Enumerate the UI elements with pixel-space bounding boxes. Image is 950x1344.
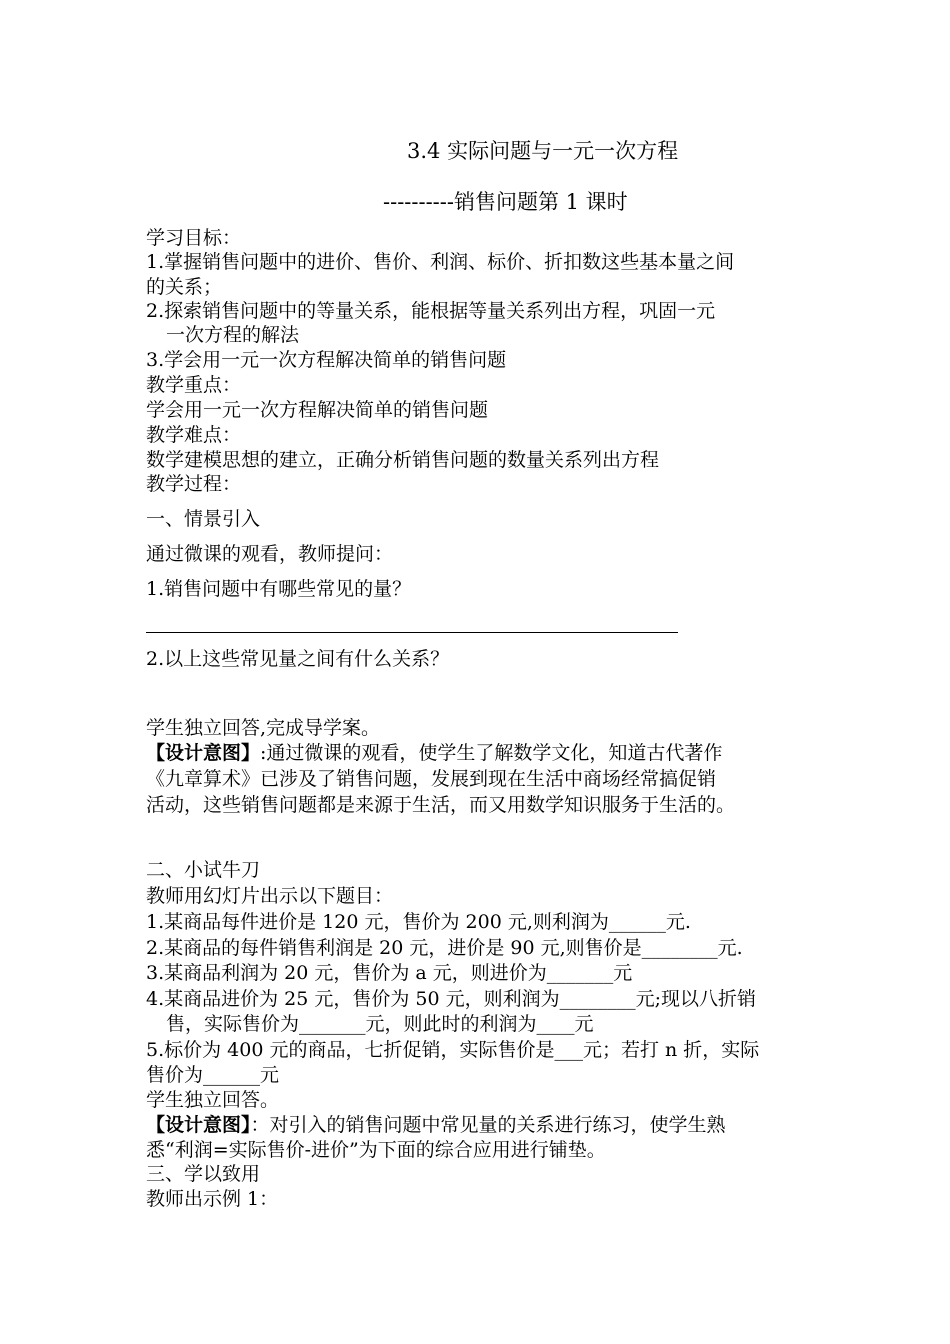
exercise-3: 3.某商品利润为 20 元，售价为 a 元，则进价为_______元	[146, 962, 633, 984]
exercise-4-line2: 售，实际售价为_______元，则此时的利润为____元	[166, 1013, 594, 1035]
objective-3: 3.学会用一元一次方程解决简单的销售问题	[146, 349, 507, 371]
page-subtitle: ----------销售问题第 1 课时	[383, 190, 628, 214]
design-intent-1-line2: 《九章算术》已涉及了销售问题，发展到现在生活中商场经常搞促销	[146, 768, 717, 790]
section-3-heading: 三、学以致用	[146, 1163, 261, 1185]
exercise-5-line2: 售价为______元	[146, 1064, 280, 1086]
example-intro: 教师出示例 1：	[146, 1188, 279, 1210]
difficulty-heading: 教学难点：	[146, 424, 242, 446]
design-intent-2-line1	[146, 1113, 726, 1137]
design-intent-2-text: ：对引入的销售问题中常见量的关系进行练习，使学生熟	[250, 1114, 726, 1136]
design-intent-1-text: :通过微课的观看，使学生了解数学文化，知道古代著作	[260, 742, 723, 764]
exercise-1: 1.某商品每件进价是 120 元，售价为 200 元,则利润为______元.	[146, 911, 691, 933]
design-intent-2-line2: 悉“利润=实际售价-进价”为下面的综合应用进行铺垫。	[146, 1139, 606, 1161]
objective-1-line2: 的关系；	[146, 276, 223, 298]
key-point-heading: 教学重点：	[146, 374, 242, 396]
objective-1-line1: 1.掌握销售问题中的进价、售价、利润、标价、折扣数这些基本量之间	[146, 251, 735, 273]
question-1: 1.销售问题中有哪些常见的量？	[146, 578, 412, 600]
objective-2-line2: 一次方程的解法	[166, 324, 300, 346]
difficulty: 数学建模思想的建立，正确分析销售问题的数量关系列出方程	[146, 449, 660, 471]
exercise-4-line1: 4.某商品进价为 25 元，售价为 50 元，则利润为________元;现以八折销	[146, 988, 757, 1010]
student-answer-2: 学生独立回答。	[146, 1089, 280, 1111]
section-1-heading: 一、情景引入	[146, 508, 261, 530]
design-intent-1-line1	[146, 741, 722, 765]
section-1-intro: 通过微课的观看，教师提问：	[146, 543, 394, 565]
section-2-heading: 二、小试牛刀	[146, 859, 261, 881]
objective-2-line1: 2.探索销售问题中的等量关系，能根据等量关系列出方程，巩固一元	[146, 300, 716, 322]
exercise-5-line1: 5.标价为 400 元的商品，七折促销，实际售价是___元；若打 n 折，实际	[146, 1039, 760, 1061]
objectives-heading: 学习目标：	[146, 227, 242, 249]
question-2: 2.以上这些常见量之间有什么关系？	[146, 648, 450, 670]
design-intent-label-2: 【设计意图】	[146, 1114, 251, 1136]
section-2-intro: 教师用幻灯片出示以下题目：	[146, 885, 394, 907]
design-intent-label: 【设计意图】	[146, 742, 261, 764]
design-intent-1-line3: 活动，这些销售问题都是来源于生活，而又用数学知识服务于生活的。	[146, 794, 736, 816]
student-answer-1: 学生独立回答,完成导学案。	[146, 717, 381, 739]
process-heading: 教学过程：	[146, 473, 242, 495]
key-point: 学会用一元一次方程解决简单的销售问题	[146, 399, 489, 421]
answer-line	[146, 632, 678, 633]
page-title: 3.4 实际问题与一元一次方程	[407, 139, 679, 163]
exercise-2: 2.某商品的每件销售利润是 20 元，进价是 90 元,则售价是________元.	[146, 937, 743, 959]
